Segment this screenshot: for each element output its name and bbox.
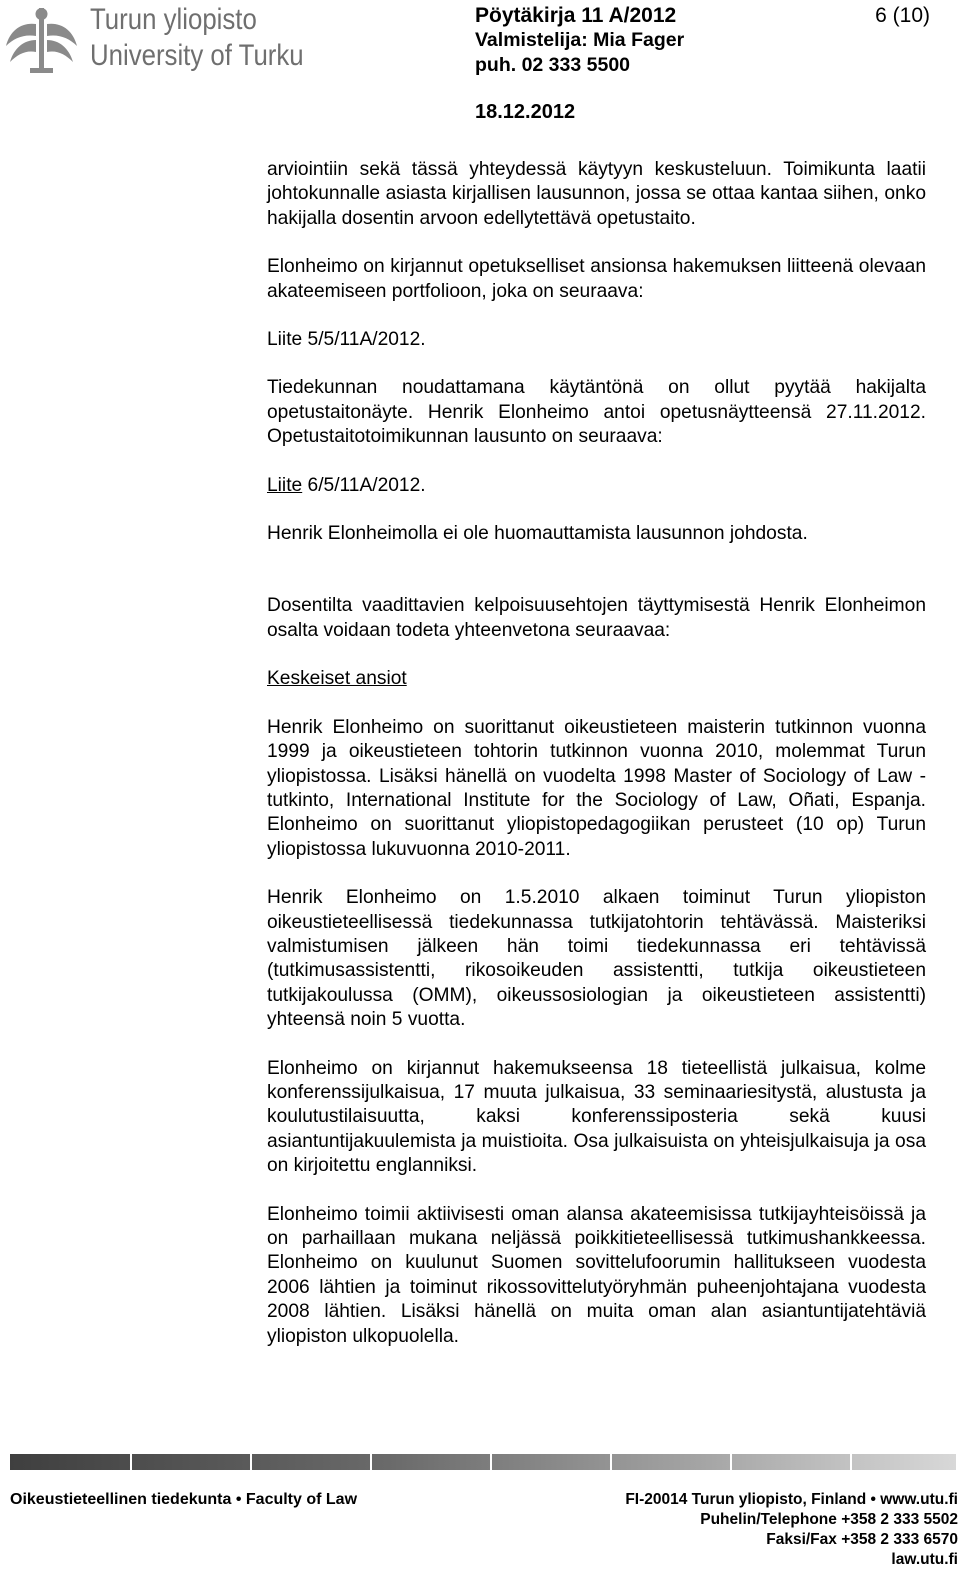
- section-heading: Keskeiset ansiot: [267, 668, 407, 690]
- footer-contact: [625, 1490, 958, 1570]
- university-name-en: University of Turku: [90, 39, 304, 72]
- university-name-fi: Turun yliopisto: [90, 3, 257, 36]
- paragraph: Elonheimo toimii aktiivisesti oman alansa akateemisissa tutkijayhteisöissä ja on parhaillaan mukana neljässä poikkitieteellisessä tutkimushankkeessa. Elonheimo on kuulunut Suomen sovittelufoorumin hallitukseen vuodesta 2006 lähtien ja toiminut rikossovittelutyöryhmän puheenjohtajana vuodesta 2008 lähtien. Lisäksi hänellä on muita oman alan asiantuntijatehtäviä yliopiston ulkopuolella.: [267, 1203, 926, 1347]
- footer-fax: Faksi/Fax +358 2 333 6570: [766, 1531, 958, 1548]
- footer-address: FI-20014 Turun yliopisto, Finland • www.utu.fi: [625, 1491, 958, 1508]
- footer-website-link[interactable]: law.utu.fi: [891, 1551, 958, 1568]
- document-body: [267, 158, 926, 1349]
- paragraph: Tiedekunnan noudattamana käytäntönä on ollut pyytää hakijalta opetustaitonäyte. Henrik Elonheimo antoi opetusnäytteensä 27.11.2012. Opetustaitotoimikunnan lausunto on seuraava:: [267, 377, 926, 448]
- university-logo: [0, 0, 304, 80]
- footer-divider: [10, 1454, 956, 1470]
- paragraph: arviointiin sekä tässä yhteydessä käytyyn keskusteluun. Toimikunta laatii johtokunnalle asiasta kirjallisen lausunnon, jossa se ottaa kantaa siihen, onko hakijalla dosentin arvoon edellytettävä opetustaito.: [267, 159, 926, 229]
- page-number: 6 (10): [875, 4, 930, 27]
- university-emblem-icon: [2, 2, 82, 78]
- paragraph: Dosentilta vaadittavien kelpoisuusehtojen täyttymisestä Henrik Elonheimon osalta voidaan todeta yhteenvetona seuraavaa:: [267, 595, 926, 641]
- preparer: Valmistelija: Mia Fager: [475, 29, 685, 51]
- footer-phone: Puhelin/Telephone +358 2 333 5502: [700, 1511, 958, 1528]
- attachment-link[interactable]: Liite: [267, 474, 303, 496]
- paragraph: Elonheimo on kirjannut opetukselliset ansionsa hakemuksen liitteenä olevaan akateemiseen portfolioon, joka on seuraava:: [267, 256, 926, 302]
- paragraph: Elonheimo on kirjannut hakemukseensa 18 tieteellistä julkaisua, kolme konferenssijulkaisua, 17 muuta julkaisua, 33 seminaariesitystä, alustusta ja koulutustilaisuutta, kaksi konferenssiposteria sekä kuusi asiantuntijakuulemista ja muistioita. Osa julkaisuista on yhteisjulkaisuja ja osa on kirjoitettu englanniksi.: [267, 1057, 926, 1177]
- document-header: [475, 4, 930, 77]
- attachment-number: 6/5/11A/2012.: [302, 474, 426, 496]
- attachment-reference: Liite 5/5/11A/2012.: [267, 329, 426, 351]
- attachment-reference: [267, 474, 926, 498]
- footer-faculty: Oikeustieteellinen tiedekunta • Faculty of Law: [10, 1491, 358, 1508]
- paragraph: Henrik Elonheimo on suorittanut oikeustieteen maisterin tutkinnon vuonna 1999 ja oikeustieteen tohtorin tutkinnon vuonna 2010, molemmat Turun yliopistossa. Lisäksi hänellä on vuodelta 1998 Master of Sociology of Law -tutkinto, International Institute for the Sociology of Law, Oñati, Espanja. Elonheimo on suorittanut yliopistopedagogiikan perusteet (10 op) Turun yliopistossa lukuvuonna 2010-2011.: [267, 716, 926, 860]
- document-title: Pöytäkirja 11 A/2012: [475, 4, 677, 27]
- university-name: [90, 2, 304, 74]
- paragraph: Henrik Elonheimo on 1.5.2010 alkaen toiminut Turun yliopiston oikeustieteellisessä tiedekunnassa tutkijatohtorin tehtävässä. Maisteriksi valmistumisen jälkeen hän toimi tiedekunnassa eri tehtävissä (tutkimusassistentti, rikosoikeuden assistentti, tutkija oikeustieteen tutkijakoulussa (OMM), oikeussosiologian ja oikeustieteen assistentti) yhteensä noin 5 vuotta.: [267, 887, 926, 1031]
- paragraph: Henrik Elonheimolla ei ole huomauttamista lausunnon johdosta.: [267, 523, 808, 545]
- phone-number: puh. 02 333 5500: [475, 53, 631, 76]
- document-date: 18.12.2012: [475, 101, 576, 123]
